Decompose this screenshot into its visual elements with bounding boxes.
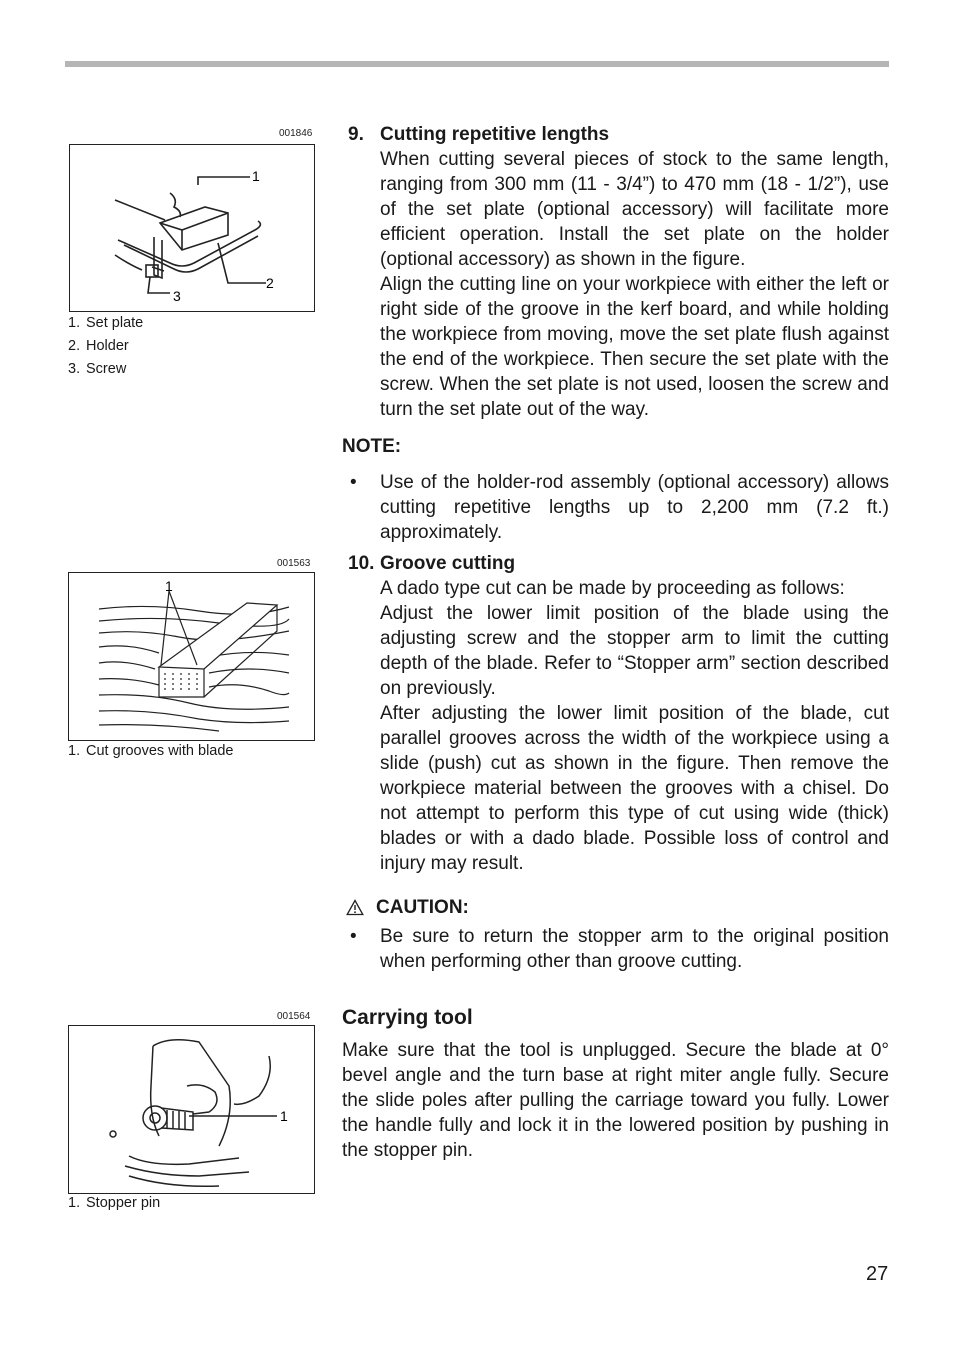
page-number: 27 [866, 1263, 889, 1285]
note-heading: NOTE: [342, 436, 402, 457]
groove-illustration [69, 573, 316, 742]
paragraph: Align the cutting line on your workpiece with either the left or right side of the groove in the kerf board, and while holding the workpiece from moving, move the set plate flush against the end of the workpiece. Then secure the set plate with the screw. When the set plate is not used, loosen the screw and turn the set plate out of the way. [380, 274, 889, 420]
paragraph: A dado type cut can be made by proceeding as follows: [380, 578, 845, 599]
caution-block [342, 895, 889, 920]
carrying-tool-title: Carrying tool [342, 1006, 473, 1029]
callout-3: 3 [173, 288, 181, 304]
caution-heading [342, 895, 889, 920]
warning-triangle-icon [346, 899, 364, 916]
section-heading [342, 122, 889, 147]
legend-item [68, 1192, 160, 1215]
legend-item [68, 358, 143, 381]
figure-code: 001846 [279, 128, 313, 139]
groove-figure [68, 572, 315, 741]
figure-code: 001564 [277, 1011, 311, 1022]
caution-bullet-block [342, 924, 889, 974]
callout-1: 1 [252, 168, 260, 184]
legend-text: Holder [86, 338, 129, 354]
figure-code: 001563 [277, 558, 311, 569]
legend-item [68, 740, 234, 763]
carrying-tool-body-block [342, 1038, 889, 1163]
bullet-symbol: • [350, 926, 357, 947]
paragraph: Adjust the lower limit position of the blade using the adjusting screw and the stopper arm to limit the cutting depth of the blade. Refer to “Stopper arm” section described on previously. [380, 603, 889, 699]
caution-label: CAUTION: [376, 897, 469, 918]
bullet-text: Use of the holder-rod assembly (optional accessory) allows cutting repetitive lengths up to 2,200 mm (7.2 ft.) approximately. [380, 472, 889, 543]
section-9 [342, 122, 889, 422]
stopper-pin-legend [68, 1192, 160, 1215]
section-number: 10. [348, 553, 375, 574]
set-plate-figure [69, 144, 315, 312]
note-block [342, 434, 889, 459]
groove-legend [68, 740, 234, 763]
legend-number: 3. [68, 361, 81, 377]
callout-1: 1 [165, 578, 173, 594]
legend-text: Set plate [86, 315, 144, 331]
legend-item [68, 312, 143, 335]
stopper-pin-illustration [69, 1026, 316, 1195]
paragraph: After adjusting the lower limit position of the blade, cut parallel grooves across the width of the workpiece using a slide (push) cut as shown in the figure. Then remove the workpiece material between the grooves with a chisel. Do not attempt to perform this type of cut using wide (thick) blades or with a dado blade. Possible loss of control and injury may result. [380, 703, 889, 874]
set-plate-illustration [70, 145, 316, 313]
carrying-tool-section [342, 1004, 889, 1032]
section-heading [342, 551, 889, 576]
note-bullet [342, 470, 889, 545]
legend-item [68, 335, 143, 358]
note-bullet-block [342, 470, 889, 545]
caution-bullet [342, 924, 889, 974]
paragraph: When cutting several pieces of stock to the same length, ranging from 300 mm (11 - 3/4”) to 470 mm (18 - 1/2”), use of the set plate (optional accessory) will facilitate more efficient operation. Install the set plate on the holder (optional accessory) as shown in the figure. [380, 149, 889, 270]
legend-number: 2. [68, 338, 81, 354]
legend-text: Stopper pin [86, 1195, 161, 1211]
header-rule [65, 61, 889, 67]
carrying-tool-body: Make sure that the tool is unplugged. Secure the blade at 0° bevel angle and the turn base at right miter angle fully. Secure the slide poles after pulling the carriage toward you fully. Lower the handle fully and lock it in the lowered position by pushing in the stopper pin. [342, 1040, 889, 1161]
section-title: Cutting repetitive lengths [380, 124, 610, 145]
section-10 [342, 551, 889, 876]
section-number: 9. [348, 124, 364, 145]
bullet-text: Be sure to return the stopper arm to the original position when performing other than groove cutting. [380, 926, 889, 972]
callout-1: 1 [280, 1108, 288, 1124]
stopper-pin-figure [68, 1025, 315, 1194]
section-title: Groove cutting [380, 553, 516, 574]
legend-text: Cut grooves with blade [86, 743, 234, 759]
legend-number: 1. [68, 743, 81, 759]
set-plate-legend [68, 312, 143, 381]
bullet-symbol: • [350, 472, 357, 493]
callout-2: 2 [266, 275, 274, 291]
legend-number: 1. [68, 1195, 81, 1211]
legend-number: 1. [68, 315, 81, 331]
legend-text: Screw [86, 361, 127, 377]
